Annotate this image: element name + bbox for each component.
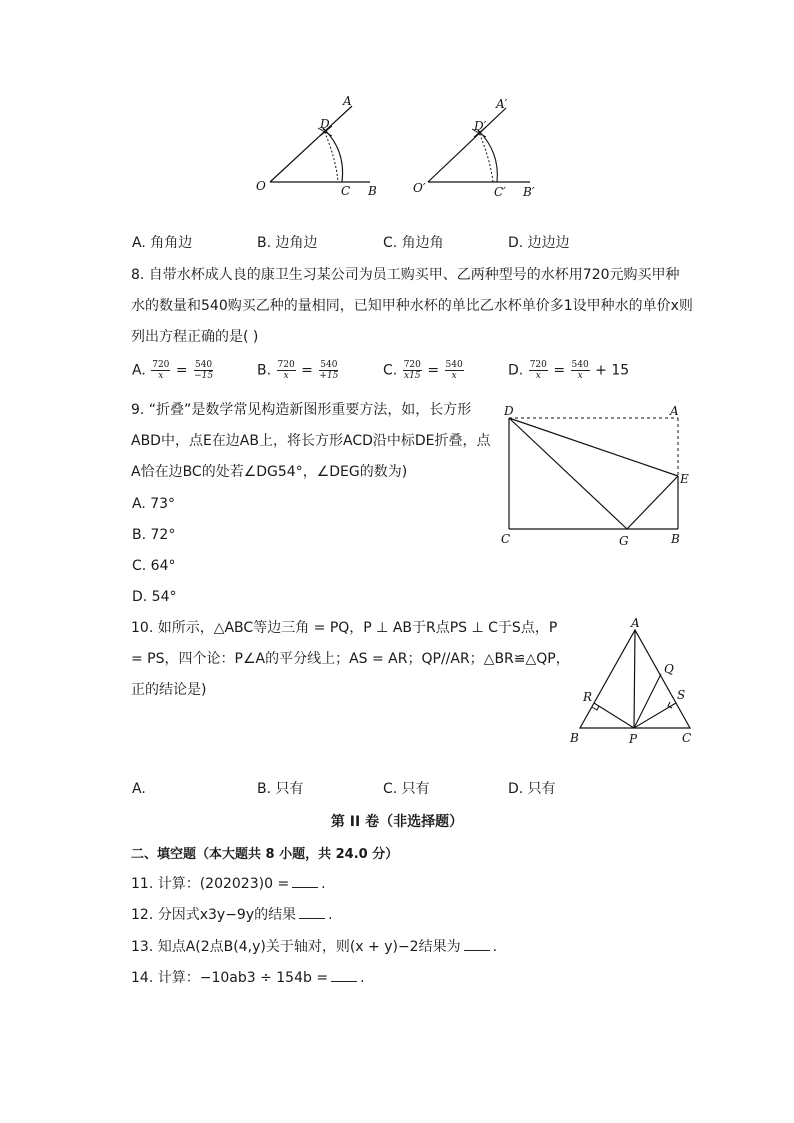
- label-B: B: [671, 532, 680, 546]
- q10-option-b: B. 只有: [257, 781, 304, 797]
- q8-option-d: D. $\frac{720}{x}$ = $\frac{540}{x}$ + 15: [508, 360, 630, 381]
- right-angle: [413, 97, 535, 199]
- label-R: R: [583, 690, 593, 704]
- angle-construction-figure: [250, 92, 550, 202]
- label-B: B: [570, 731, 579, 745]
- label-A-prime: A′: [496, 97, 508, 111]
- label-A: A: [670, 404, 679, 418]
- answer-blank[interactable]: [464, 936, 490, 951]
- answer-blank[interactable]: [292, 873, 318, 888]
- q11: 11. 计算：(202023)0 = .: [131, 873, 326, 895]
- q13: 13. 知点A(2点B(4,y)关于轴对，则(x + y)−2结果为 .: [131, 936, 497, 958]
- q9-line-2: ABD中，点E在边AB上，将长方形ACD沿中标DE折叠，点: [131, 433, 491, 449]
- label-Q: Q: [664, 662, 674, 676]
- q10-line-2: = PS，四个论：P∠A的平分线上；AS = AR；QP//AR；△BR≌△QP，: [131, 651, 570, 667]
- q7-option-c: C. 角边角: [383, 235, 444, 251]
- q7-option-b: B. 边角边: [257, 235, 318, 251]
- label-G: G: [619, 534, 629, 548]
- label-D: D: [320, 117, 330, 131]
- q9-option-d: D. 54°: [132, 589, 177, 605]
- label-A: A: [631, 616, 640, 630]
- label-E: E: [680, 472, 689, 486]
- label-S: S: [677, 688, 686, 702]
- label-P: P: [629, 732, 638, 746]
- q8-line-1: 8. 自带水杯成人良的康卫生习某公司为员工购买甲、乙两种型号的水杯用720元购买甲种: [131, 267, 680, 283]
- label-D: D: [504, 404, 514, 418]
- q8-option-a: A. $\frac{720}{x}$ = $\frac{540}{-15}$: [132, 360, 214, 381]
- q10-option-d: D. 只有: [508, 781, 556, 797]
- q9-option-a: A. 73°: [132, 496, 176, 512]
- q10-option-a: A.: [132, 781, 146, 797]
- q10-option-c: C. 只有: [383, 781, 430, 797]
- q7-option-d: D. 边边边: [508, 235, 570, 251]
- q8-line-3: 列出方程正确的是( ): [131, 329, 259, 345]
- label-C: C: [682, 731, 692, 745]
- folded-rectangle-figure: [496, 398, 706, 550]
- q7-option-a: A. 角角边: [132, 235, 193, 251]
- q10-line-1: 10. 如所示，△ABC等边三角 = PQ，P ⊥ AB于R点PS ⊥ C于S点，P: [131, 620, 558, 636]
- label-B: B: [368, 184, 377, 198]
- q9-option-b: B. 72°: [132, 527, 176, 543]
- q9-option-c: C. 64°: [132, 558, 176, 574]
- answer-blank[interactable]: [299, 904, 325, 919]
- q9-line-1: 9. “折叠”是数学常见构造新图形重要方法，如，长方形: [131, 402, 472, 418]
- section-heading: 二、填空题（本大题共 8 小题，共 24.0 分）: [131, 847, 399, 862]
- q14: 14. 计算：−10ab3 ÷ 154b = .: [131, 967, 365, 989]
- q9-line-3: A恰在边BC的处若∠DG54°，∠DEG的数为): [131, 464, 408, 480]
- answer-blank[interactable]: [331, 967, 357, 982]
- label-O-prime: O′: [413, 181, 426, 195]
- q10-line-3: 正的结论是): [131, 682, 207, 698]
- label-D-prime: D′: [474, 119, 487, 133]
- q8-line-2: 水的数量和540购买乙种的量相同，已知甲种水杯的单比乙水杯单价多1设甲种水的单价x则: [131, 298, 693, 314]
- q12: 12. 分因式x3y−9y的结果 .: [131, 904, 333, 926]
- left-angle: [256, 94, 377, 198]
- label-A: A: [343, 94, 352, 108]
- part-two-title: 第 II 卷（非选择题）: [330, 814, 464, 830]
- label-C: C: [341, 184, 351, 198]
- label-B-prime: B′: [523, 185, 535, 199]
- label-O: O: [256, 179, 266, 193]
- equilateral-triangle-figure: [564, 614, 700, 748]
- label-C: C: [501, 532, 511, 546]
- q8-option-c: C. $\frac{720}{x15}$ = $\frac{540}{x}$: [383, 360, 463, 381]
- label-C-prime: C′: [494, 185, 506, 199]
- q8-option-b: B. $\frac{720}{x}$ = $\frac{540}{+15}$: [257, 360, 339, 381]
